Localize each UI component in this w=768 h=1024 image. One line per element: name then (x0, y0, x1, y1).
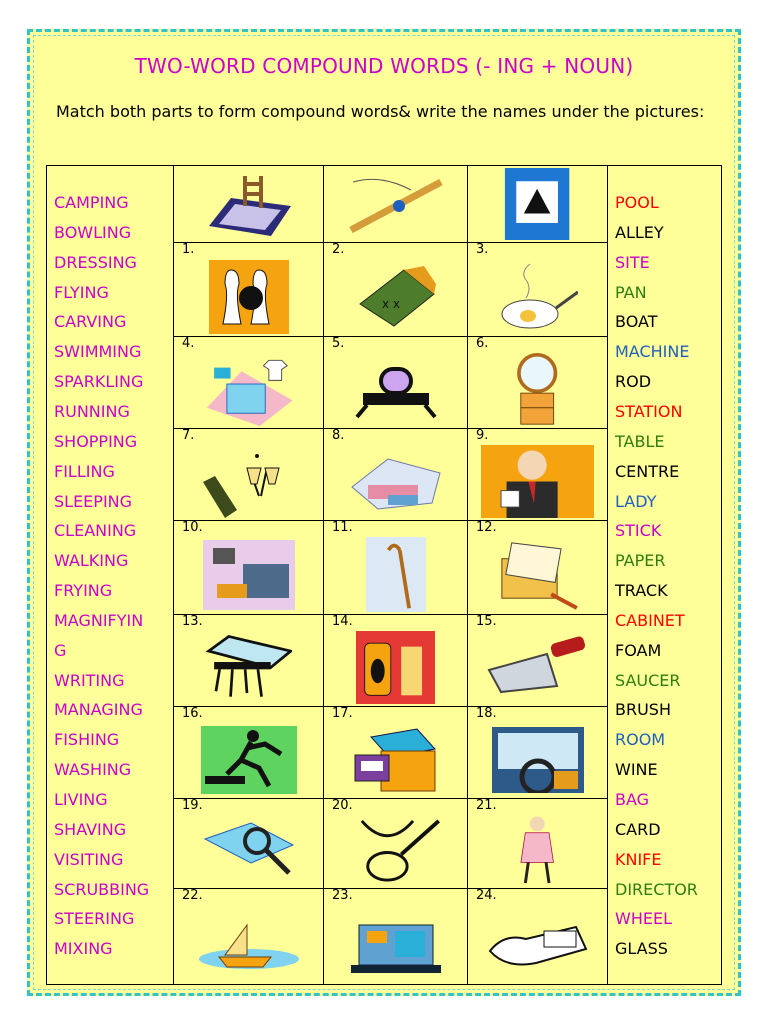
left-word: VISITING (54, 849, 124, 869)
cleaning-lady-icon (515, 815, 559, 890)
right-word: MACHINE (615, 342, 690, 362)
right-word: BRUSH (615, 700, 671, 720)
mixing-whisk-icon (348, 815, 443, 890)
right-word: BAG (615, 790, 650, 809)
right-word: GLASS (615, 939, 668, 959)
left-word: MAGNIFYIN (54, 610, 144, 630)
left-word: WASHING (54, 760, 132, 780)
right-word: ROOM (615, 730, 666, 750)
picture-number: 23. (332, 888, 353, 903)
instructions: Match both parts to form compound words& write the names under the pictures: (56, 102, 705, 121)
left-word: SWIMMING (54, 342, 142, 362)
picture-number: 14. (332, 614, 353, 629)
camping-site-sign-icon (503, 168, 571, 244)
right-word: SAUCER (615, 670, 681, 690)
picture-number: 17. (332, 706, 353, 721)
picture-number: 2. (332, 242, 345, 257)
worksheet-page (27, 29, 741, 996)
visiting-card-icon (486, 921, 590, 973)
right-word: POOL (615, 193, 659, 212)
picture-number: 24. (476, 888, 497, 903)
steering-wheel-icon (492, 727, 584, 797)
grid-divider (467, 166, 468, 984)
grid-divider (607, 166, 608, 984)
right-word: WHEEL (615, 909, 672, 929)
frying-pan-icon (498, 262, 578, 336)
fishing-rod-icon (341, 172, 451, 240)
right-word: TABLE (615, 431, 665, 451)
matching-grid (46, 165, 722, 985)
right-word: LADY (615, 491, 657, 511)
left-word: MANAGING (54, 700, 143, 720)
picture-number: 8. (332, 428, 345, 443)
left-word: FRYING (54, 581, 113, 601)
left-word: LIVING (54, 790, 108, 809)
right-word: FOAM (615, 640, 662, 660)
filling-cabinet-icon (492, 537, 583, 616)
picture-number: 15. (476, 614, 497, 629)
worksheet-title: TWO-WORD COMPOUND WORDS (- ING + NOUN) (134, 54, 634, 78)
swimming-pool-ladder-icon (201, 170, 297, 242)
left-word: SHAVING (54, 819, 127, 839)
right-word: PAPER (615, 551, 666, 571)
printing-machine-icon (349, 915, 443, 979)
running-track-icon (201, 726, 297, 798)
picture-number: 19. (182, 798, 203, 813)
left-word: FILLING (54, 461, 115, 481)
left-word: DRESSING (54, 252, 137, 272)
washing-machine-icon (205, 353, 293, 430)
picture-number: 13. (182, 614, 203, 629)
living-room-icon (203, 540, 295, 614)
shaving-foam-icon (356, 631, 436, 708)
picture-number: 4. (182, 336, 195, 351)
right-word: TRACK (615, 581, 668, 601)
picture-number: 22. (182, 888, 203, 903)
dressing-table-icon (508, 353, 566, 430)
right-word: WINE (615, 760, 658, 780)
left-word: CARVING (54, 312, 127, 332)
shopping-centre-icon (348, 449, 444, 519)
right-word: PAN (615, 282, 647, 302)
right-word: STATION (615, 401, 683, 421)
right-word: DIRECTOR (615, 879, 698, 899)
right-word: ROD (615, 372, 652, 392)
right-word: CENTRE (615, 461, 680, 481)
left-word: SHOPPING (54, 431, 138, 451)
left-word: FLYING (54, 282, 109, 302)
picture-number: 16. (182, 706, 203, 721)
left-word: CLEANING (54, 521, 137, 541)
right-word: ALLEY (615, 222, 664, 242)
picture-number: 11. (332, 520, 353, 535)
left-word: BOWLING (54, 222, 132, 242)
left-word: SCRUBBING (54, 879, 150, 899)
left-word: WRITING (54, 670, 125, 690)
filing-drawer-icon (351, 725, 441, 799)
left-word: RUNNING (54, 401, 130, 421)
walking-stick-icon (366, 537, 426, 616)
right-word: STICK (615, 521, 662, 541)
picture-number: 12. (476, 520, 497, 535)
right-word: CABINET (615, 610, 685, 630)
picture-number: 7. (182, 428, 195, 443)
left-word: STEERING (54, 909, 135, 929)
picture-number: 1. (182, 242, 195, 257)
left-word: WALKING (54, 551, 129, 571)
magnifying-glass-icon (201, 819, 297, 887)
grid-divider (173, 166, 174, 984)
managing-director-icon (481, 445, 594, 522)
grid-divider (323, 166, 324, 984)
sparkling-wine-glasses-icon (197, 446, 301, 522)
left-word: SLEEPING (54, 491, 133, 511)
picture-number: 9. (476, 428, 489, 443)
picture-number: 21. (476, 798, 497, 813)
picture-number: 10. (182, 520, 203, 535)
left-word: FISHING (54, 730, 120, 750)
svg-text:x x: x x (381, 296, 400, 311)
picture-number: 6. (476, 336, 489, 351)
carving-knife-icon (483, 634, 593, 706)
bowling-pins-icon (209, 260, 289, 338)
right-word: BOAT (615, 312, 658, 332)
writing-table-icon (205, 631, 293, 708)
left-word: SPARKLING (54, 372, 144, 392)
left-word: CAMPING (54, 193, 129, 212)
left-word: MIXING (54, 939, 113, 959)
right-word: SITE (615, 252, 650, 272)
picture-number: 20. (332, 798, 353, 813)
right-word: CARD (615, 819, 661, 839)
picture-number: 18. (476, 706, 497, 721)
space-station-icon (353, 359, 439, 425)
left-word: G (54, 640, 67, 660)
sleeping-bag-icon (354, 264, 438, 334)
flying-boat-icon (197, 921, 301, 973)
right-word: KNIFE (615, 849, 662, 869)
picture-number: 3. (476, 242, 489, 257)
picture-number: 5. (332, 336, 345, 351)
